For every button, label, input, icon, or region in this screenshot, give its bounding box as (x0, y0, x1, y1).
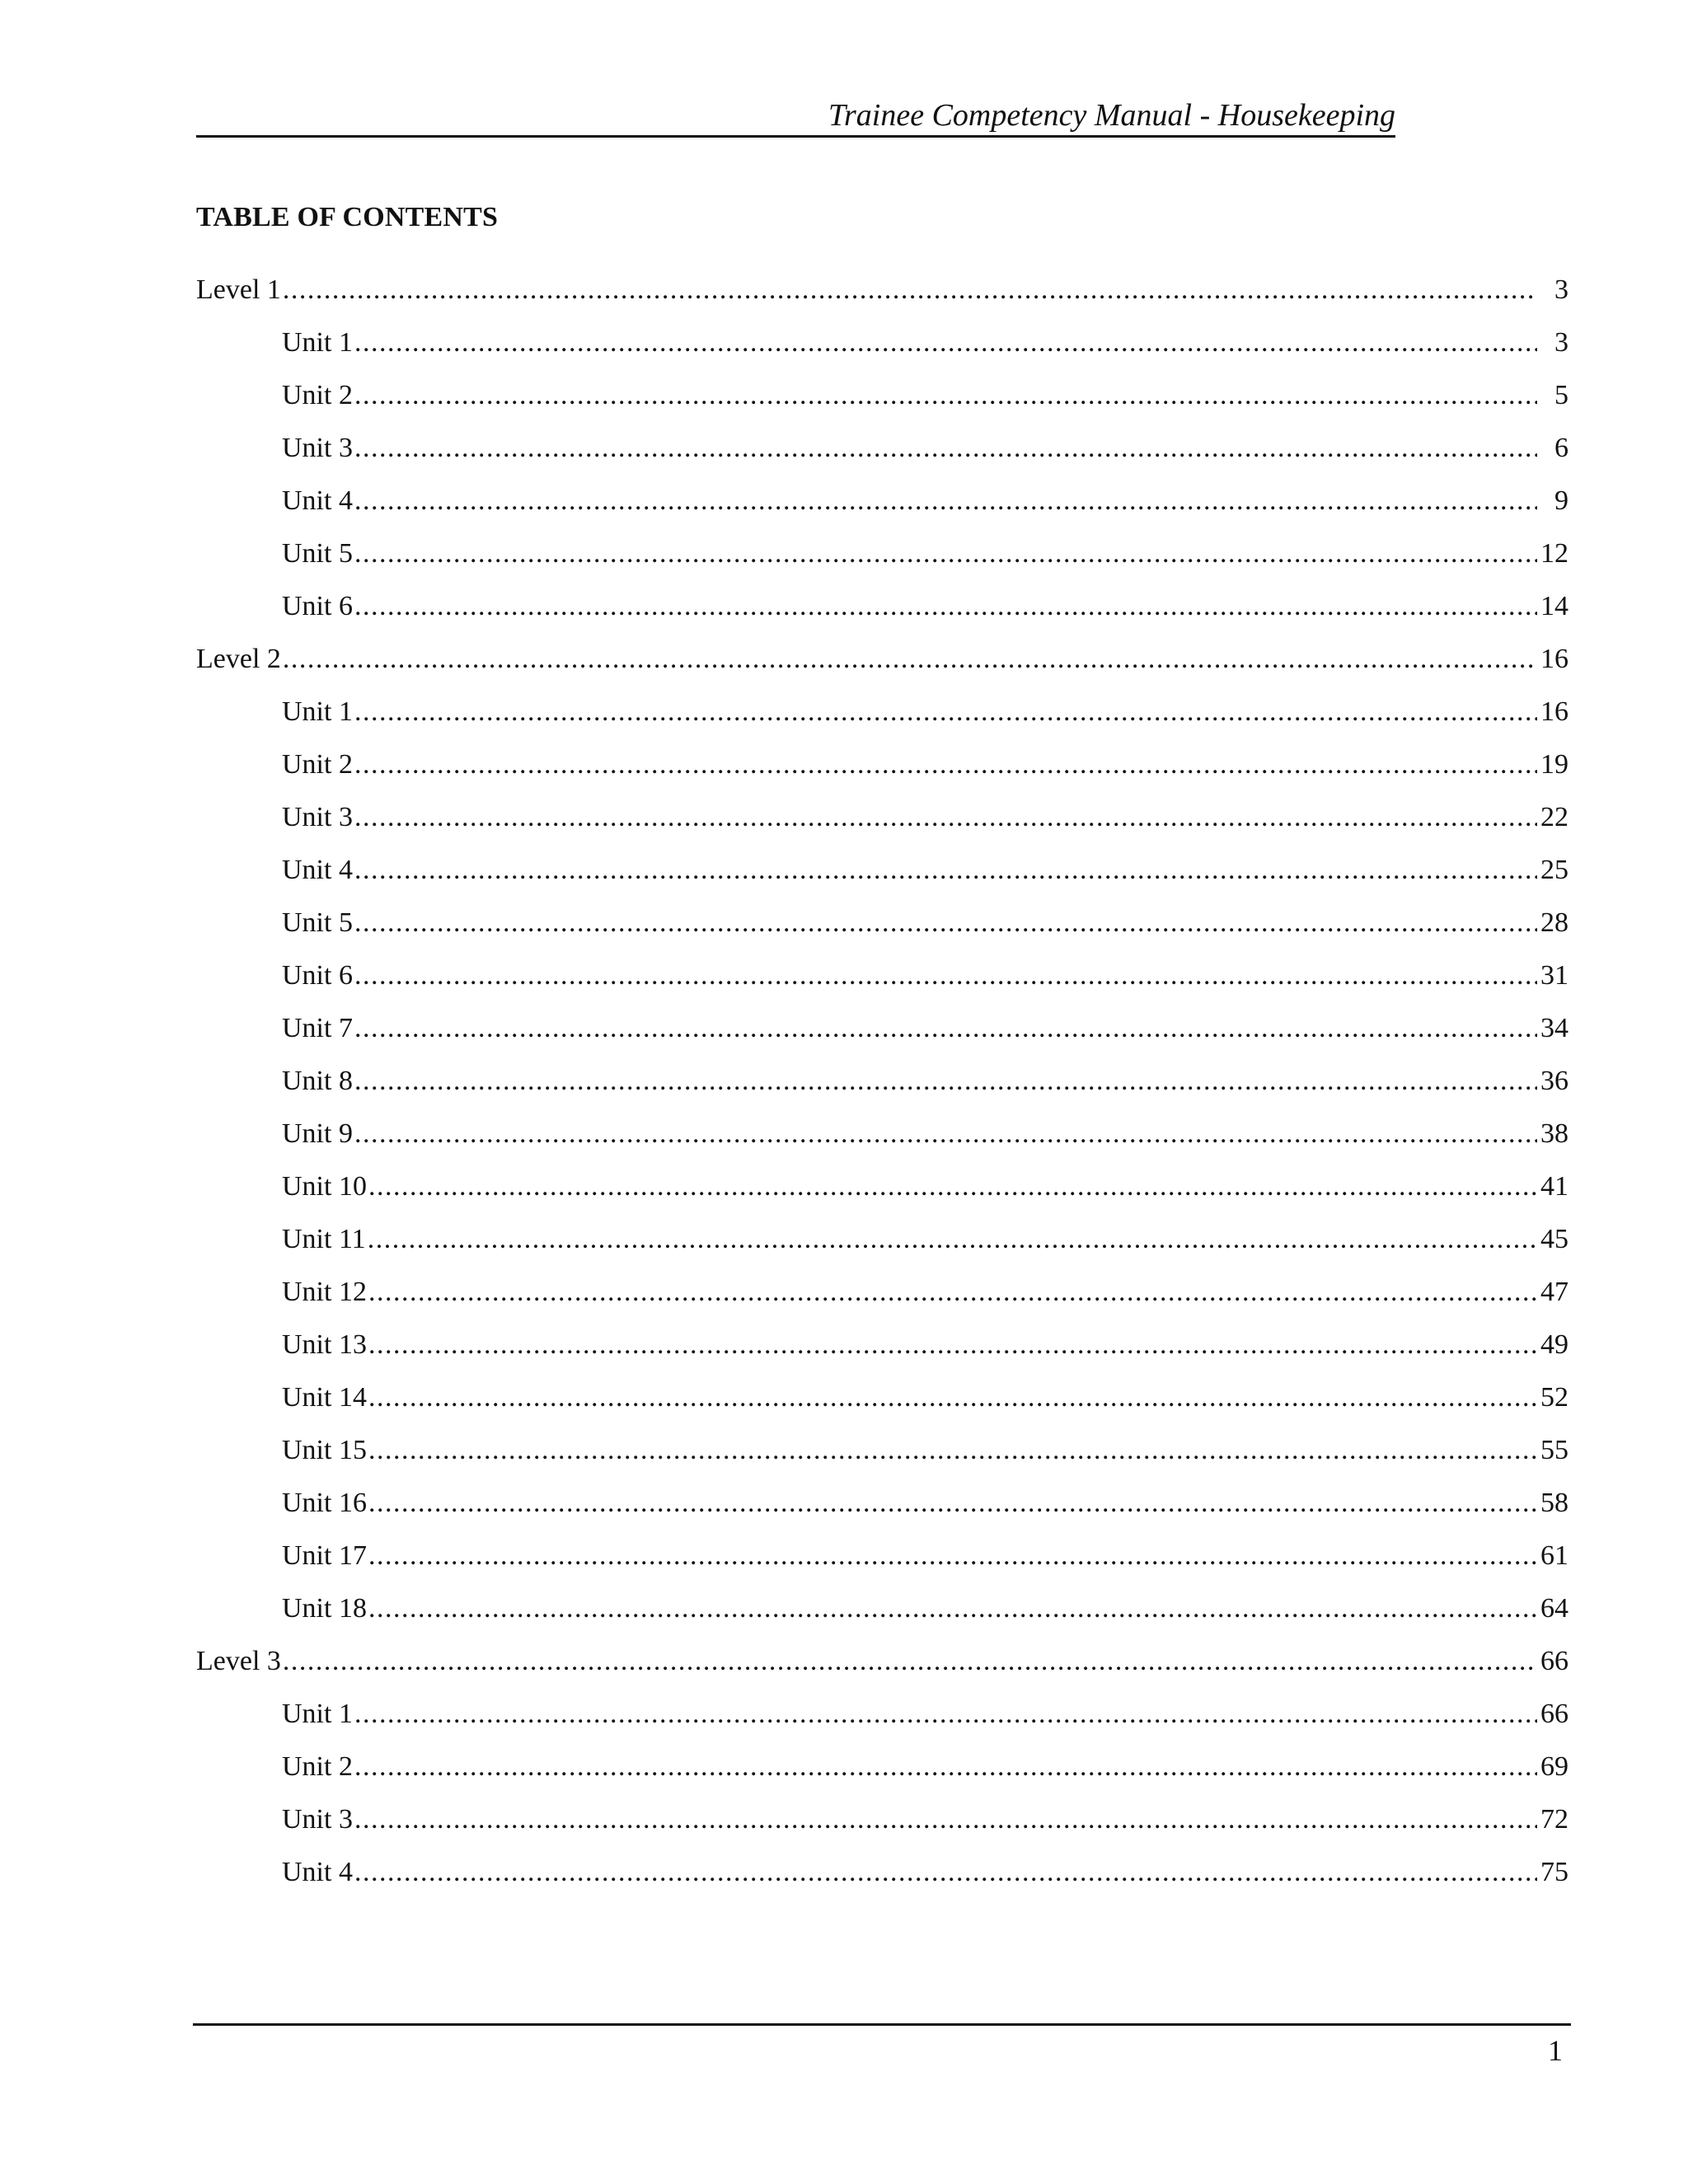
toc-dot-leader (354, 1749, 1537, 1785)
toc-dot-leader (354, 852, 1537, 888)
toc-entry-unit (196, 905, 1568, 958)
toc-entry-label: Unit 5 (282, 907, 353, 938)
toc-dot-leader (283, 272, 1537, 308)
toc-entry-unit (196, 430, 1568, 483)
toc-dot-leader (368, 1432, 1537, 1469)
toc-entry-unit (196, 852, 1568, 905)
toc-dot-leader (368, 1221, 1537, 1258)
toc-dot-leader (368, 1380, 1537, 1416)
toc-entry-label: Unit 3 (282, 1804, 353, 1835)
toc-entry-page: 72 (1540, 1804, 1568, 1835)
footer-rule (193, 2023, 1571, 2026)
toc-entry-unit (196, 958, 1568, 1010)
toc-dot-leader (368, 1169, 1537, 1205)
toc-entry-label: Unit 3 (282, 802, 353, 832)
toc-entry-label: Unit 1 (282, 327, 353, 358)
toc-dot-leader (354, 747, 1537, 783)
toc-entry-page: 12 (1540, 538, 1568, 569)
toc-entry-page: 41 (1540, 1171, 1568, 1202)
toc-entry-unit (196, 1221, 1568, 1274)
toc-heading: TABLE OF CONTENTS (196, 202, 499, 232)
toc-dot-leader (354, 483, 1537, 519)
toc-dot-leader (368, 1591, 1537, 1627)
toc-entry-unit (196, 1010, 1568, 1063)
toc-entry-unit (196, 1696, 1568, 1749)
toc-dot-leader (354, 1063, 1537, 1099)
toc-entry-page: 22 (1540, 802, 1568, 832)
toc-entry-unit (196, 1274, 1568, 1327)
toc-entry-label: Unit 3 (282, 433, 353, 463)
footer-page-number: 1 (1548, 2034, 1563, 2067)
toc-entry-page: 58 (1540, 1488, 1568, 1518)
toc-entry-page: 38 (1540, 1118, 1568, 1149)
toc-entry-label: Unit 8 (282, 1066, 353, 1096)
toc-entry-label: Unit 12 (282, 1277, 367, 1307)
toc-dot-leader (354, 377, 1537, 414)
toc-dot-leader (354, 325, 1537, 361)
toc-entry-page: 16 (1540, 644, 1568, 674)
toc-entry-page: 75 (1540, 1857, 1568, 1887)
toc-entry-unit (196, 1063, 1568, 1116)
toc-entry-unit (196, 483, 1568, 536)
toc-entry-label: Unit 4 (282, 485, 353, 516)
toc-dot-leader (354, 588, 1537, 625)
toc-entry-label: Unit 17 (282, 1540, 367, 1571)
toc-entry-label: Unit 6 (282, 591, 353, 621)
toc-entry-unit (196, 588, 1568, 641)
toc-entry-label: Unit 14 (282, 1382, 367, 1413)
toc-entry-unit (196, 1854, 1568, 1907)
toc-entry-unit (196, 1380, 1568, 1432)
toc-dot-leader (354, 1696, 1537, 1732)
toc-entry-unit (196, 1116, 1568, 1169)
toc-entry-label: Level 3 (196, 1646, 281, 1676)
toc-dot-leader (354, 905, 1537, 941)
toc-entry-unit (196, 1485, 1568, 1538)
toc-entry-page: 19 (1540, 749, 1568, 780)
toc-entry-label: Unit 11 (282, 1224, 366, 1254)
toc-entry-page: 14 (1540, 591, 1568, 621)
toc-entry-page: 25 (1540, 855, 1568, 885)
toc-dot-leader (354, 430, 1537, 466)
header-title: Trainee Competency Manual - Housekeeping (828, 98, 1395, 133)
toc-dot-leader (283, 641, 1537, 677)
toc-entry-page: 61 (1540, 1540, 1568, 1571)
toc-entry-page: 66 (1540, 1646, 1568, 1676)
toc-entry-level (196, 272, 1568, 325)
toc-entry-level (196, 1643, 1568, 1696)
toc-entry-page: 28 (1540, 907, 1568, 938)
toc-entry-label: Unit 10 (282, 1171, 367, 1202)
toc-entry-unit (196, 1749, 1568, 1802)
toc-entry-label: Unit 2 (282, 1751, 353, 1782)
toc-dot-leader (368, 1538, 1537, 1574)
toc-dot-leader (354, 958, 1537, 994)
toc-entry-page: 34 (1540, 1013, 1568, 1043)
toc-entry-page: 47 (1540, 1277, 1568, 1307)
toc-entry-unit (196, 1169, 1568, 1221)
toc-entry-unit (196, 1327, 1568, 1380)
toc-entry-label: Unit 4 (282, 1857, 353, 1887)
toc-entry-unit (196, 747, 1568, 799)
toc-dot-leader (368, 1485, 1537, 1521)
toc-dot-leader (354, 694, 1537, 730)
toc-entry-unit (196, 1591, 1568, 1643)
toc-entry-page: 52 (1540, 1382, 1568, 1413)
toc-entry-page: 66 (1540, 1699, 1568, 1729)
toc-entry-level (196, 641, 1568, 694)
toc-dot-leader (368, 1327, 1537, 1363)
toc-dot-leader (354, 799, 1537, 836)
toc-entry-page: 3 (1554, 274, 1568, 305)
toc-entry-label: Unit 9 (282, 1118, 353, 1149)
toc-entry-page: 31 (1540, 960, 1568, 991)
toc-entry-label: Unit 4 (282, 855, 353, 885)
toc-entry-label: Unit 15 (282, 1435, 367, 1465)
toc-dot-leader (354, 1854, 1537, 1891)
toc-dot-leader (368, 1274, 1537, 1310)
toc-entry-page: 6 (1554, 433, 1568, 463)
toc-entry-label: Level 1 (196, 274, 281, 305)
toc-entry-label: Unit 6 (282, 960, 353, 991)
toc-entry-unit (196, 325, 1568, 377)
toc-entry-unit (196, 1538, 1568, 1591)
toc-entry-unit (196, 377, 1568, 430)
toc-entry-page: 55 (1540, 1435, 1568, 1465)
toc-entry-label: Unit 2 (282, 749, 353, 780)
toc-entry-page: 49 (1540, 1329, 1568, 1360)
toc-entry-label: Unit 1 (282, 696, 353, 727)
toc-dot-leader (283, 1643, 1537, 1680)
toc-entry-label: Unit 13 (282, 1329, 367, 1360)
toc-entry-unit (196, 1432, 1568, 1485)
table-of-contents (196, 272, 1568, 1907)
toc-entry-unit (196, 799, 1568, 852)
toc-entry-unit (196, 694, 1568, 747)
toc-entry-label: Unit 7 (282, 1013, 353, 1043)
toc-entry-label: Unit 1 (282, 1699, 353, 1729)
toc-entry-page: 45 (1540, 1224, 1568, 1254)
toc-entry-label: Unit 18 (282, 1593, 367, 1624)
toc-dot-leader (354, 536, 1537, 572)
toc-entry-page: 69 (1540, 1751, 1568, 1782)
toc-entry-page: 3 (1554, 327, 1568, 358)
toc-entry-page: 5 (1554, 380, 1568, 410)
toc-entry-page: 16 (1540, 696, 1568, 727)
toc-entry-page: 9 (1554, 485, 1568, 516)
toc-entry-page: 36 (1540, 1066, 1568, 1096)
toc-dot-leader (354, 1116, 1537, 1152)
toc-entry-label: Unit 2 (282, 380, 353, 410)
toc-entry-label: Unit 5 (282, 538, 353, 569)
toc-entry-unit (196, 536, 1568, 588)
toc-entry-page: 64 (1540, 1593, 1568, 1624)
toc-entry-label: Unit 16 (282, 1488, 367, 1518)
toc-entry-label: Level 2 (196, 644, 281, 674)
toc-entry-unit (196, 1802, 1568, 1854)
toc-dot-leader (354, 1010, 1537, 1047)
page-header (196, 92, 1395, 138)
toc-dot-leader (354, 1802, 1537, 1838)
